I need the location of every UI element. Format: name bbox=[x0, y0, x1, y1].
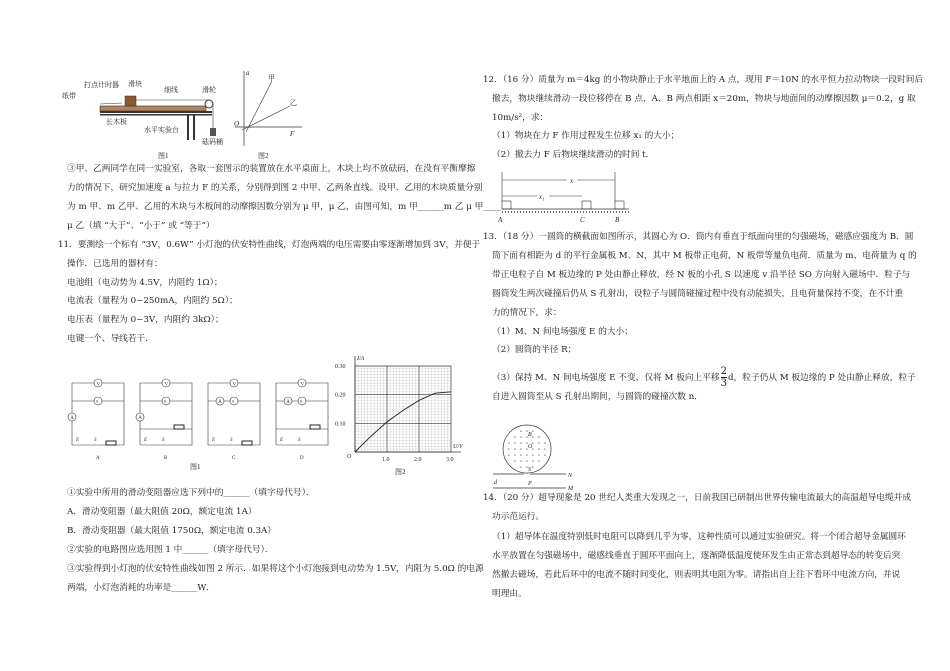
label-table: 水平实验台 bbox=[144, 126, 179, 134]
ammeter-label: A bbox=[70, 416, 74, 421]
text-line: 为 m 甲、m 乙甲、乙用的木块与木板间的动摩擦因数分别为 μ 甲，μ 乙，由图可知，m 甲______m 乙 μ 甲____ bbox=[67, 202, 501, 212]
axis-a-label: a bbox=[246, 69, 250, 77]
text-line: 14．（20 分）超导现象是 20 世纪人类重大发现之一，日前我国已研制出世界传输电流最大的高温超导电缆并成 bbox=[483, 493, 912, 503]
text-line: （2）撤去力 F 后物块继续滑动的时间 t． bbox=[492, 150, 655, 160]
label-d: d bbox=[494, 480, 497, 486]
rheostat-icon bbox=[310, 425, 320, 429]
label-board: 长木板 bbox=[106, 118, 127, 126]
line-jia-label: 甲 bbox=[268, 74, 275, 82]
battery-label: E bbox=[144, 438, 148, 443]
text-line: 电压表（量程为 0~3V，内阻约 3kΩ）； bbox=[67, 315, 224, 325]
a-f-graph bbox=[230, 66, 305, 161]
y-tick-label: 0.30 bbox=[335, 364, 346, 370]
field-cross: × bbox=[543, 452, 547, 458]
text-line: （1）M、N 间电场强度 E 的大小； bbox=[492, 327, 633, 337]
figure-caption: 图2 bbox=[258, 152, 269, 160]
switch-label: S bbox=[162, 438, 165, 443]
field-cross: × bbox=[537, 440, 541, 446]
text-line: 自进入圆筒至从 S 孔射出期间，与圆筒的碰撞次数 n． bbox=[492, 392, 703, 402]
fraction-numerator: 2 bbox=[720, 366, 727, 377]
switch-label: S bbox=[94, 438, 97, 443]
text-line: （2）圆筒的半径 R； bbox=[492, 345, 577, 355]
text-line: 10m/s²，求： bbox=[492, 113, 549, 123]
fraction bbox=[721, 366, 727, 389]
text-line: 力的情况下，求： bbox=[492, 308, 562, 318]
text-line: 两端，小灯泡消耗的功率是______W． bbox=[67, 583, 215, 593]
lamp-cross: × bbox=[95, 399, 99, 406]
circuit-a bbox=[68, 379, 124, 461]
ammeter-label: A bbox=[286, 400, 290, 405]
battery-label: E bbox=[212, 438, 216, 443]
x-tick-label: 3.0 bbox=[446, 457, 454, 463]
field-cross: × bbox=[525, 458, 529, 464]
field-cross: × bbox=[513, 434, 517, 440]
voltmeter-label: V bbox=[96, 382, 101, 388]
y-tick-label: 0.20 bbox=[335, 392, 346, 399]
text-line: 明理由。 bbox=[492, 589, 527, 599]
label-m: M bbox=[568, 486, 573, 492]
switch-label: S bbox=[298, 438, 301, 443]
circuit-label: A bbox=[96, 456, 100, 461]
lamp-cross: × bbox=[299, 399, 303, 406]
circuit-c bbox=[208, 379, 260, 461]
y-tick-label: 0.10 bbox=[335, 421, 346, 428]
voltmeter-label: V bbox=[300, 382, 305, 388]
field-cross: × bbox=[525, 464, 529, 470]
wire bbox=[140, 419, 192, 445]
block-motion-figure bbox=[495, 168, 635, 224]
point-b-label: B bbox=[615, 216, 620, 224]
text-line: 12．（16 分）质量为 m＝4kg 的小物块静止于水平地面上的 A 点，现用 F＝10N 的水平恒力拉动物块一段时间后 bbox=[483, 75, 924, 85]
text-line: ②实验的电路图应选用图 1 中______（填字母代号）． bbox=[67, 545, 274, 555]
rheostat-icon bbox=[106, 441, 116, 445]
field-cross: × bbox=[519, 440, 523, 446]
text-line: 圆筒发生两次碰撞后仍从 S 孔射出，设粒子与圆筒碰撞过程中没有动能损失，且电荷量保持不变，在不计重 bbox=[492, 289, 904, 299]
origin-label: O bbox=[234, 120, 240, 128]
text-line: 操作．已选用的器材有： bbox=[67, 259, 163, 269]
field-cross: × bbox=[525, 446, 529, 452]
label-bucket: 砝码桶 bbox=[202, 138, 223, 146]
field-cross: × bbox=[531, 452, 535, 458]
text-line: 电流表（量程为 0~250mA，内阻约 5Ω）； bbox=[67, 296, 238, 306]
ammeter-label: A bbox=[218, 400, 222, 405]
field-cross: × bbox=[531, 434, 535, 440]
circuit-label: B bbox=[164, 456, 168, 461]
field-cross: × bbox=[525, 440, 529, 446]
text-line: 力的情况下，研究加速度 a 与拉力 F 的关系，分别得到图 2 中甲、乙两条直线。设甲、乙用的木块质量分别 bbox=[67, 183, 483, 193]
text-line: 筒下面有相距为 d 的平行金属板 M、N，其中 M 板带正电荷，N 板带等量负电荷．质量为 m、电荷量为 q 的 bbox=[492, 251, 917, 261]
text-line: B．滑动变阻器（最大阻值 1750Ω，额定电流 0.3A） bbox=[67, 526, 276, 536]
origin-label: O bbox=[347, 454, 352, 460]
x-axis-label: U/V bbox=[453, 444, 463, 450]
circuit-label: C bbox=[232, 456, 236, 461]
circuit-label: D bbox=[300, 456, 304, 461]
point-a-label: A bbox=[498, 216, 503, 224]
ammeter-label: A bbox=[138, 416, 142, 421]
field-cross: × bbox=[519, 464, 523, 470]
text-line: 13．（18 分）一圆筒的横截面如图所示，其圆心为 O．筒内有垂直于纸面向里的匀强磁场，磁感应强度为 B．圆 bbox=[483, 232, 914, 242]
text-segment: d，粒子仍从 M 板边缘的 P 处由静止释放，粒子 bbox=[727, 373, 916, 383]
label-s: S bbox=[528, 467, 531, 473]
text-line: A．滑动变阻器（最大阻值 20Ω，额定电流 1A） bbox=[67, 507, 257, 517]
cylinder-field-figure bbox=[490, 418, 590, 493]
field-cross: × bbox=[507, 452, 511, 458]
point-c-label: C bbox=[580, 216, 585, 224]
field-cross: × bbox=[531, 464, 535, 470]
circuit-b bbox=[136, 379, 192, 461]
rheostat-icon bbox=[242, 441, 252, 445]
distance-x-label: x bbox=[570, 177, 574, 185]
rheostat-icon bbox=[174, 425, 184, 429]
x-tick-label: 1.0 bbox=[382, 457, 390, 463]
lamp-cross: × bbox=[163, 399, 167, 406]
distance-x1-label: x₁ bbox=[539, 193, 545, 201]
text-line: 带正电粒子自 M 板边缘的 P 处由静止释放，经 N 板的小孔 S 以速度 v 沿半径 SO 方向射入磁场中．粒子与 bbox=[492, 270, 911, 280]
field-cross: × bbox=[519, 446, 523, 452]
text-line: 然撤去磁场，若此后环中的电流不随时间变化，则表明其电阻为零。请指出自上往下看环中电流方向，并说 bbox=[492, 570, 901, 580]
circuit-d bbox=[276, 379, 328, 461]
figure-caption: 图1 bbox=[190, 463, 201, 471]
circuit-diagrams bbox=[62, 375, 352, 475]
field-cross: × bbox=[537, 434, 541, 440]
text-line: 水平放置在匀强磁场中，磁感线垂直于圆环平面向上，逐渐降低温度使环发生由正常态到超导态的转变后突 bbox=[492, 551, 901, 561]
text-line: ③实验得到小灯泡的伏安特性曲线如图 2 所示．如果将这个小灯泡接到电动势为 1.5V，内阻为 5.0Ω 的电源 bbox=[67, 564, 484, 574]
field-cross: × bbox=[537, 458, 541, 464]
x-tick-label: 2.0 bbox=[414, 457, 422, 463]
field-cross: × bbox=[513, 452, 517, 458]
voltmeter-label: V bbox=[232, 382, 237, 388]
wire bbox=[276, 419, 328, 445]
fraction-denominator: 3 bbox=[720, 378, 727, 389]
field-cross: × bbox=[531, 440, 535, 446]
field-cross: × bbox=[513, 458, 517, 464]
text-line: 功示范运行。 bbox=[492, 512, 545, 522]
field-cross: × bbox=[513, 440, 517, 446]
line-yi-label: 乙 bbox=[290, 99, 297, 107]
label-o: O bbox=[528, 444, 533, 450]
field-cross: × bbox=[525, 428, 529, 434]
field-cross: × bbox=[531, 428, 535, 434]
iv-chart bbox=[335, 352, 465, 477]
field-cross: × bbox=[519, 452, 523, 458]
field-cross: × bbox=[537, 446, 541, 452]
text-line: （1）物块在力 F 作用过程发生位移 x₁ 的大小； bbox=[492, 131, 680, 141]
field-cross: × bbox=[513, 446, 517, 452]
label-timer: 打点计时器 bbox=[84, 81, 119, 89]
label-p: P bbox=[528, 481, 532, 487]
text-line: ③甲、乙两同学在同一实验室，各取一套图示的装置放在水平桌面上，木块上均不放砝码，在没有平衡摩擦 bbox=[67, 164, 476, 174]
field-cross: × bbox=[519, 428, 523, 434]
text-line: 电池组（电动势为 4.5V，内阻约 1Ω）； bbox=[67, 278, 223, 288]
text-line: ①实验中所用的滑动变阻器应选下列中的______（填字母代号）． bbox=[67, 488, 315, 498]
chart-title: 图2 bbox=[395, 468, 406, 476]
battery-label: E bbox=[76, 438, 80, 443]
text-line bbox=[492, 366, 916, 390]
label-pulley: 滑轮 bbox=[202, 86, 216, 94]
axis-f-label: F bbox=[290, 130, 295, 138]
field-cross: × bbox=[519, 434, 523, 440]
text-line: （1）超导体在温度特别低时电阻可以降到几乎为零，这种性质可以通过实验研究。将一个闭合超导金属圆环 bbox=[492, 532, 906, 542]
field-cross: × bbox=[531, 458, 535, 464]
field-cross: × bbox=[525, 452, 529, 458]
field-cross: × bbox=[507, 440, 511, 446]
text-line: 撤去，物块继续滑动一段位移停在 B 点，A、B 两点相距 x＝20m，物块与地面间的动摩擦因数 μ＝0.2，g 取 bbox=[492, 94, 916, 104]
field-cross: × bbox=[537, 452, 541, 458]
label-n: N bbox=[568, 473, 573, 479]
label-b: B bbox=[528, 432, 532, 438]
figure-caption: 图1 bbox=[158, 152, 169, 160]
field-cross: × bbox=[507, 446, 511, 452]
label-paper-tape: 纸带 bbox=[62, 92, 76, 100]
y-axis-label: I/A bbox=[357, 356, 365, 362]
battery-label: E bbox=[280, 438, 284, 443]
label-slider: 滑块 bbox=[128, 80, 142, 88]
field-cross: × bbox=[543, 440, 547, 446]
apparatus-figure bbox=[62, 62, 232, 162]
text-segment: （3）保持 M、N 间电场强度 E 不变，仅将 M 板向上平移 bbox=[492, 373, 720, 383]
field-cross: × bbox=[519, 458, 523, 464]
field-cross: × bbox=[525, 434, 529, 440]
text-line: 电键一个、导线若干． bbox=[67, 334, 154, 344]
label-string: 细线 bbox=[164, 86, 178, 94]
text-line: μ 乙（填 “大于”、“小于” 或 “等于”） bbox=[67, 221, 215, 231]
switch-label: S bbox=[230, 438, 233, 443]
voltmeter-label: V bbox=[164, 382, 169, 388]
field-cross: × bbox=[531, 446, 535, 452]
lamp-cross: × bbox=[231, 399, 235, 406]
text-line: 11．要测绘一个标有 “3V，0.6W” 小灯泡的伏安特性曲线，灯泡两端的电压需要由零逐渐增加到 3V，并便于 bbox=[58, 240, 481, 250]
field-cross: × bbox=[543, 446, 547, 452]
